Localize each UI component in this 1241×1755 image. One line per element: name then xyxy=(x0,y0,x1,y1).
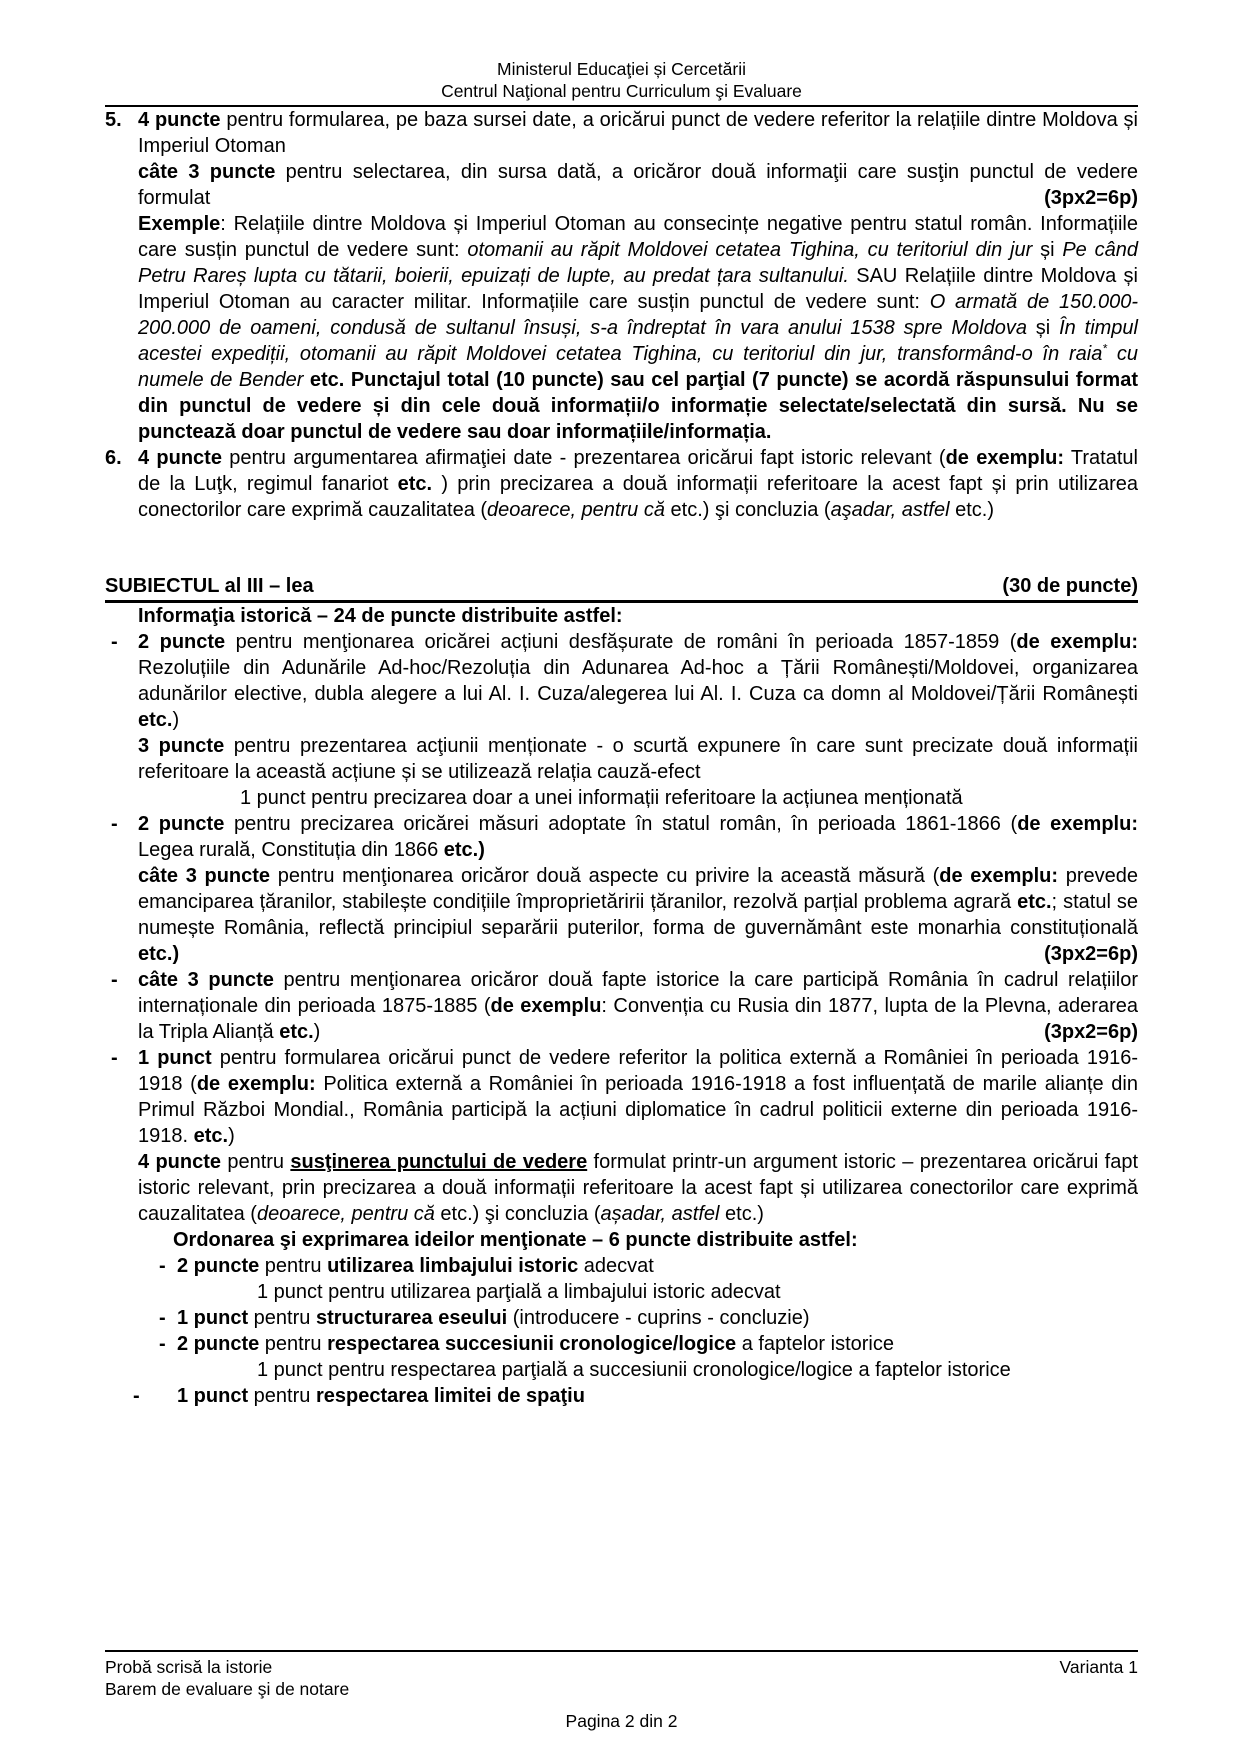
points-marker: (3px2=6p) xyxy=(1044,187,1138,209)
item-6-para: 4 puncte pentru argumentarea afirmaţiei date - prezentarea oricărui fapt istoric relevant (de exemplu: Tratatul de la Luţk, regimul fanariot etc. ) prin precizarea a două informații referitoare la acest fapt și prin utilizarea conectorilor care exprimă cauzalitatea (deoarece, pentru că etc.) şi concluzia (aşadar, astfel etc.) xyxy=(138,447,1138,521)
sub-list-item-2 xyxy=(105,1305,1138,1331)
footer-variant: Varianta 1 xyxy=(1059,1657,1138,1677)
list-item-3-runs: câte 3 puncte pentru menţionarea oricăror două fapte istorice la care participă România în cadrul relațiilor internaționale din perioada 1875-1885 (de exemplu: Convenția cu Rusia din 1877, lupta de la Plevna, aderarea la Tripla Alianță etc.) xyxy=(138,969,1139,1043)
points-marker: (3px2=6p) xyxy=(1044,1021,1138,1043)
list-item-3-text xyxy=(138,967,1138,1045)
list-item-2-text: 2 puncte pentru precizarea oricărei măsuri adoptate în statul român, în perioada 1861-1866 (de exemplu: Legea rurală, Constituția din 1866 etc.) xyxy=(138,813,1138,861)
item-5 xyxy=(105,107,1138,445)
sub-list-item-2-text: 1 punct pentru structurarea eseului (introducere - cuprins - concluzie) xyxy=(177,1307,810,1329)
item-5-number: 5. xyxy=(105,109,122,131)
sub-list-item-3-text: 2 puncte pentru respectarea succesiunii cronologice/logice a faptelor istorice xyxy=(177,1333,894,1355)
list-item-4-sub: 4 puncte pentru susţinerea punctului de vedere formulat printr-un argument istoric – prezentarea oricărui fapt istoric relevant, prin precizarea a două informații referitoare la acest fapt și utilizarea conectorilor care exprimă cauzalitatea (deoarece, pentru că etc.) şi concluzia (așadar, astfel etc.) xyxy=(138,1151,1139,1225)
bullet-dash: - xyxy=(111,631,118,653)
footer-row-1 xyxy=(105,1656,1138,1678)
sub-list-item-4 xyxy=(105,1383,1138,1409)
bullet-dash: - xyxy=(111,813,118,835)
item-6 xyxy=(105,445,1138,523)
footer-page-number: Pagina 2 din 2 xyxy=(565,1711,678,1731)
sub-list-item-4-text: 1 punct pentru respectarea limitei de spaţiu xyxy=(177,1385,585,1407)
points-marker: (3px2=6p) xyxy=(1044,943,1138,965)
ordering-heading: Ordonarea şi exprimarea ideilor menţionate – 6 puncte distribuite astfel: xyxy=(173,1229,858,1251)
item-6-number: 6. xyxy=(105,447,122,469)
header-ministry: Ministerul Educaţiei și Cercetării xyxy=(497,59,746,79)
list-item-2 xyxy=(105,811,1138,863)
item-5-examples: Exemple: Relațiile dintre Moldova și Imperiul Otoman au consecințe negative pentru statul român. Informațiile care susțin punctul de vedere sunt: otomanii au răpit Moldovei cetatea Tighina, cu teritoriul din jur și Pe când Petru Rareș lupta cu tătarii, boierii, epuizați de lupte, au predat țara sultanului. SAU Relațiile dintre Moldova și Imperiul Otoman au caracter militar. Informațiile care susțin punctul de vedere sunt: O armată de 150.000-200.000 de oameni, condusă de sultanul însuși, s-a îndreptat în vara anului 1538 spre Moldova și În timpul acestei expediții, otomanii au răpit Moldovei cetatea Tighina, cu teritoriul din jur, transformând-o în raia* cu numele de Bender etc. Punctajul total (10 puncte) sau cel parţial (7 puncte) se acordă răspunsului format din punctul de vedere și din cele două informații/o informație selectate/selectată din sursă. Nu se punctează doar punctul de vedere sau doar informațiile/informația. xyxy=(138,213,1138,443)
page-footer xyxy=(105,1650,1138,1732)
list-item-2-sub xyxy=(105,863,1138,967)
item-5-para-2-text: câte 3 puncte pentru selectarea, din sursa dată, a oricăror două informaţii care susţin punctul de vedere formulat xyxy=(138,161,1138,209)
info-heading: Informaţia istorică – 24 de puncte distribuite astfel: xyxy=(138,605,623,627)
bullet-dash: - xyxy=(133,1385,140,1407)
document-body xyxy=(105,107,1138,1409)
footer-exam-type: Probă scrisă la istorie xyxy=(105,1657,273,1677)
footer-doc-type: Barem de evaluare şi de notare xyxy=(105,1679,350,1699)
sub-list-item-3-partial: 1 punct pentru respectarea parţială a succesiunii cronologice/logice a faptelor istorice xyxy=(257,1359,1011,1381)
list-item-4 xyxy=(105,1045,1138,1149)
bullet-dash: - xyxy=(159,1255,166,1277)
header-center: Centrul Naţional pentru Curriculum şi Evaluare xyxy=(441,80,802,101)
list-item-3 xyxy=(105,967,1138,1045)
section-3-title: SUBIECTUL al III – lea xyxy=(105,575,314,597)
bullet-dash: - xyxy=(159,1307,166,1329)
list-item-1-partial: 1 punct pentru precizarea doar a unei informații referitoare la acțiunea menționată xyxy=(240,787,963,809)
page-header xyxy=(105,59,1138,107)
sub-list-item-1 xyxy=(105,1253,1138,1279)
list-item-1 xyxy=(105,629,1138,733)
sub-list-item-1-partial: 1 punct pentru utilizarea parţială a limbajului istoric adecvat xyxy=(257,1281,781,1303)
bullet-dash: - xyxy=(159,1333,166,1355)
list-item-4-text: 1 punct pentru formularea oricărui punct de vedere referitor la politica externă a României în perioada 1916-1918 (de exemplu: Politica externă a României în perioada 1916-1918 a fost influențată de marile alianțe din Primul Război Mondial., România participă la acțiuni diplomatice în cadrul politicii externe din perioada 1916-1918. etc.) xyxy=(138,1047,1138,1147)
list-item-1-sub: 3 puncte pentru prezentarea acţiunii menționate - o scurtă expunere în care sunt precizate două informații referitoare la această acțiune și se utilizează relația cauză-efect xyxy=(138,735,1138,783)
bullet-dash: - xyxy=(111,969,118,991)
sub-list-item-1-text: 2 puncte pentru utilizarea limbajului istoric adecvat xyxy=(177,1255,654,1277)
item-5-para-1: 4 puncte pentru formularea, pe baza sursei date, a oricărui punct de vedere referitor la relațiile dintre Moldova și Imperiul Otoman xyxy=(138,109,1138,157)
sub-list-item-3 xyxy=(105,1331,1138,1357)
section-3-points: (30 de puncte) xyxy=(1002,575,1138,597)
bullet-dash: - xyxy=(111,1047,118,1069)
list-item-2-sub-text: câte 3 puncte pentru menţionarea oricăror două aspecte cu privire la această măsură (de exemplu: prevede emanciparea țăranilor, stabilește condițiile împroprietăririi țăranilor, rezolvă parțial problema agrară etc.; statul se numește România, reflectă principiul separării puterilor, forma de guvernământ este monarhia constituțională etc.) xyxy=(138,865,1139,965)
section-3-heading xyxy=(105,573,1138,603)
list-item-1-text: 2 puncte pentru menţionarea oricărei acțiuni desfășurate de români în perioada 1857-1859 (de exemplu: Rezoluțiile din Adunările Ad-hoc/Rezoluția din Adunarea Ad-hoc a Țării Românești/Moldovei, organizarea adunărilor elective, dubla alegere a lui Al. I. Cuza/alegerea lui Al. I. Cuza ca domn al Moldovei/Țării Românești etc.) xyxy=(138,631,1138,731)
item-5-para-2 xyxy=(138,159,1138,211)
